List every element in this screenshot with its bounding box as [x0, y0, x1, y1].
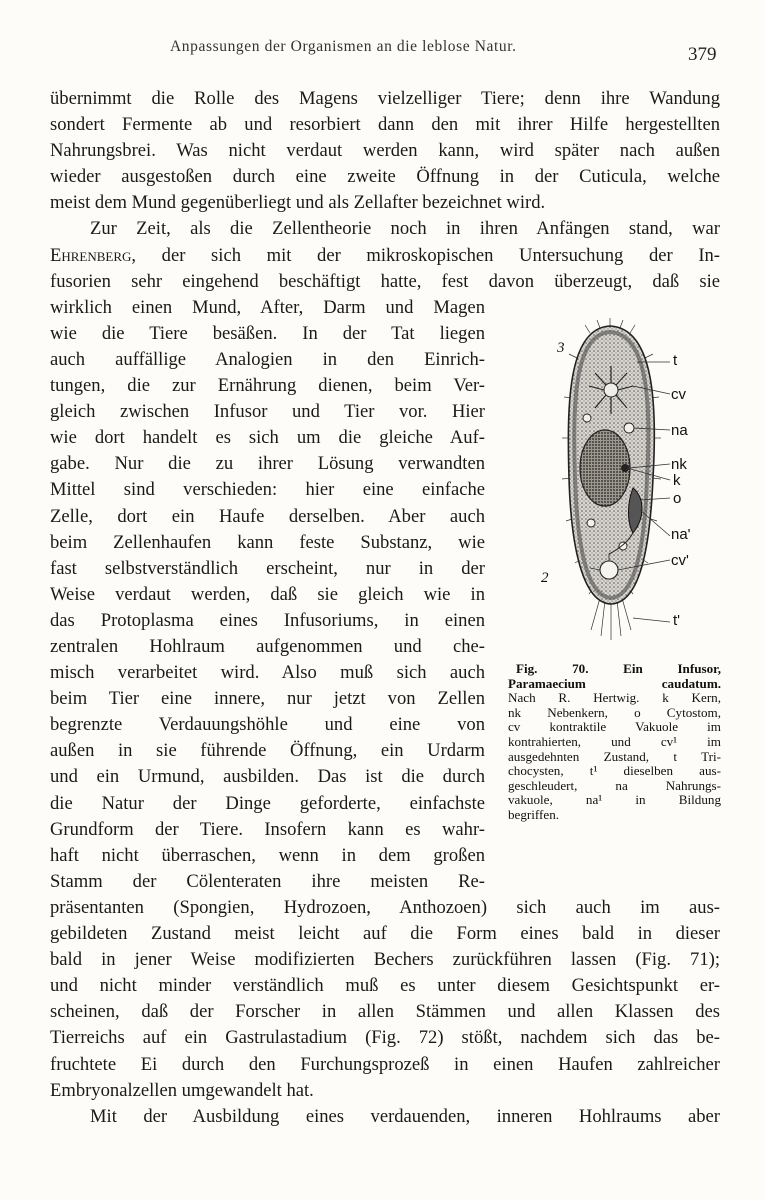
text-line: und ein Urmund, ausbilden. Das ist die durch [50, 766, 485, 788]
label-t-prime: t' [673, 612, 681, 629]
text-line: begrenzte Verdauungshöhle und eine von [50, 714, 485, 736]
label-o: o [673, 490, 682, 507]
caption-line: Nach R. Hertwig. k Kern, [508, 690, 721, 706]
label-t: t [673, 352, 678, 369]
caption-line: Fig. 70. Ein Infusor, [516, 661, 721, 676]
text-line: und nicht minder verständlich muß es unter diesem Gesichtspunkt er- [50, 975, 720, 997]
caption-line: cv kontraktile Vakuole im [508, 719, 721, 735]
paramaecium-drawing [505, 318, 725, 648]
label-cv: cv [671, 386, 686, 403]
caption-line: Paramaecium caudatum. [508, 675, 721, 691]
caption-line: begriffen. [508, 806, 560, 822]
text-line: fast selbstverständlich erscheint, nur in der [50, 557, 485, 579]
label-k: k [673, 472, 681, 489]
figure-number-2: 2 [541, 570, 549, 586]
text-fragment: , der sich mit der mikroskopischen Untersuchung der In- [131, 244, 720, 266]
text-line: haft nicht überraschen, wenn in dem großen [50, 844, 485, 866]
text-line: Tierreichs auf ein Gastrulastadium (Fig. 72) stößt, nachdem sich das be- [50, 1027, 720, 1049]
text-line: wie dort handelt es sich um die gleiche Auf- [50, 427, 485, 449]
paragraph-top [50, 86, 720, 295]
caption-line: geschleudert, na Nahrungs- [508, 777, 721, 793]
text-line: Mittel sind verschieden: hier eine einfache [50, 479, 485, 501]
text-line: Mit der Ausbildung eines verdauenden, inneren Hohlraums aber [90, 1105, 720, 1127]
paragraph-narrow [50, 295, 485, 895]
label-cv-prime: cv' [671, 552, 689, 569]
page-number: 379 [688, 44, 717, 65]
text-line: übernimmt die Rolle des Magens vielzelliger Tiere; denn ihre Wandung [50, 88, 720, 109]
text-line: beim Zellenhaufen kann feste Substanz, wie [50, 531, 485, 553]
text-line: beim Tier eine innere, nur jetzt von Zellen [50, 688, 485, 710]
text-line: auch auffällige Analogien in den Einrich- [50, 348, 485, 370]
text-line: Weise verdaut werden, daß sie gleich wie in [50, 583, 485, 605]
text-line: außen in sie führende Öffnung, ein Urdarm [50, 740, 485, 762]
text-line: Zelle, dort ein Haufe derselben. Aber auch [50, 505, 485, 527]
text-line: misch verarbeitet wird. Also muß sich auch [50, 662, 485, 684]
caption-line: ausgedehnten Zustand, t Tri- [508, 748, 721, 764]
text-line: tungen, die zur Ernährung dienen, beim Ver- [50, 375, 485, 397]
author-name-ehrenberg: Ehrenberg [50, 244, 132, 266]
text-line: zentralen Hohlraum aufgenommen und che- [50, 636, 485, 658]
text-line: Embryonalzellen umgewandelt hat. [50, 1079, 314, 1101]
page-header [0, 38, 765, 68]
running-title: Anpassungen der Organismen an die leblose Natur. [170, 38, 517, 55]
text-line: sondert Fermente ab und resorbiert dann den mit ihrer Hilfe hergestellten [50, 114, 720, 136]
label-na-prime: na' [671, 526, 691, 543]
caption-line: vakuole, na¹ in Bildung [508, 792, 721, 808]
text-line: das Protoplasma eines Infusoriums, in einen [50, 609, 485, 631]
figure-number-3: 3 [557, 340, 565, 356]
text-line: fruchtete Ei durch den Furchungsprozeß in einen Haufen zahlreicher [50, 1053, 720, 1075]
text-line: wirklich einen Mund, After, Darm und Magen [50, 296, 485, 318]
text-line: wieder ausgestoßen durch eine zweite Öffnung in der Cuticula, welche [50, 166, 720, 188]
figure-paramaecium [505, 318, 725, 648]
caption-line: chocysten, t¹ dieselben aus- [508, 763, 721, 779]
text-line: Nahrungsbrei. Was nicht verdaut werden kann, wird später nach außen [50, 140, 720, 162]
label-nk: nk [671, 456, 687, 473]
caption-line: kontrahierten, und cv¹ im [508, 733, 721, 749]
text-line [50, 243, 720, 269]
text-line: meist dem Mund gegenüberliegt und als Zellafter bezeichnet wird. [50, 192, 546, 214]
text-line: Stamm der Cölenteraten ihre meisten Re- [50, 870, 485, 892]
text-line: wie die Tiere besäßen. In der Tat liegen [50, 322, 485, 344]
label-na: na [671, 422, 688, 439]
text-line: bald in jener Weise modifizierten Bechers zurückführen lassen (Fig. 71); [50, 949, 720, 971]
text-line: die Natur der Dinge geforderte, einfachste [50, 792, 485, 814]
text-line: Grundform der Tiere. Insofern kann es wahr- [50, 818, 485, 840]
caption-line: nk Nebenkern, o Cytostom, [508, 704, 721, 720]
text-line: Zur Zeit, als die Zellentheorie noch in ihren Anfängen stand, war [90, 218, 720, 240]
text-line: scheinen, daß der Forscher in allen Stämmen und allen Klassen des [50, 1001, 720, 1023]
figure-caption [508, 662, 721, 823]
text-line: präsentanten (Spongien, Hydrozoen, Anthozoen) sich auch im aus- [50, 897, 720, 918]
text-line: fusorien sehr eingehend beschäftigt hatte, fest davon überzeugt, daß sie [50, 270, 720, 292]
text-line: gleich zwischen Infusor und Tier vor. Hier [50, 401, 485, 423]
text-line: gebildeten Zustand meist leicht auf die Form eines bald in dieser [50, 923, 720, 945]
paragraph-bottom [50, 895, 720, 1130]
text-line: gabe. Nur die zu ihrer Lösung verwandten [50, 453, 485, 475]
